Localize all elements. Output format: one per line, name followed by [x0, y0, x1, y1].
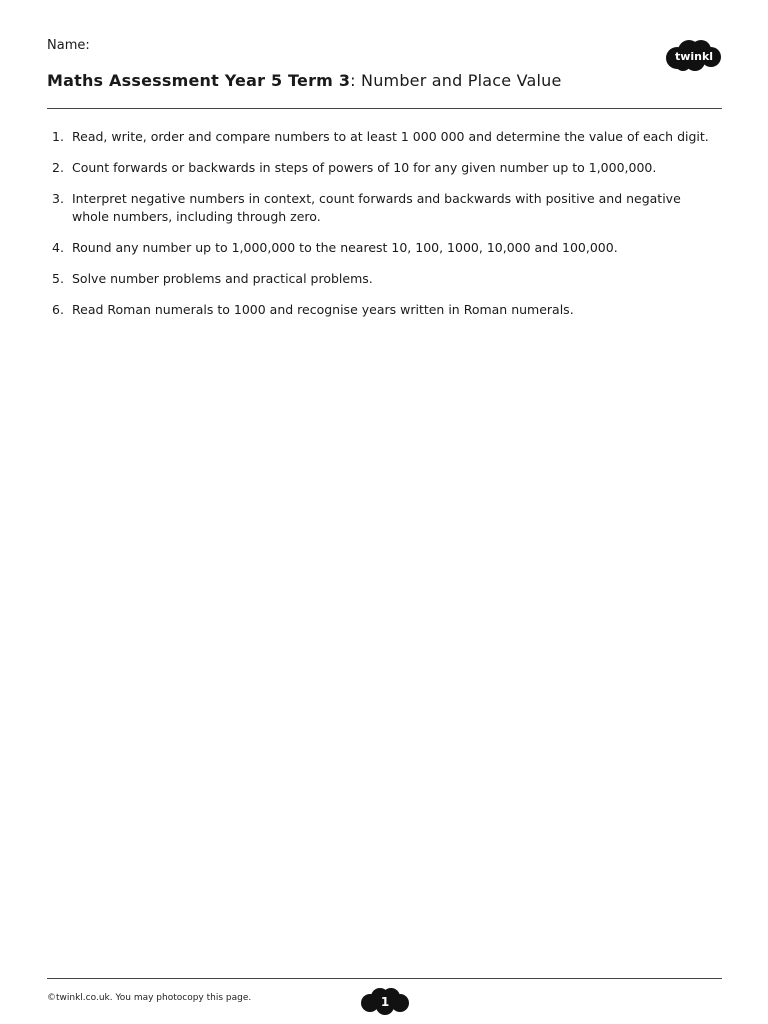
list-item: [47, 190, 719, 226]
twinkl-logo: [663, 38, 723, 72]
item-number: 6.: [52, 302, 64, 317]
page-number-badge: [358, 986, 412, 1016]
list-item: [47, 270, 719, 288]
item-number: 5.: [52, 271, 64, 286]
copyright-notice: ©twinkl.co.uk. You may photocopy this page.: [47, 993, 252, 1003]
list-item: [47, 239, 719, 257]
item-number: 1.: [52, 129, 64, 144]
list-item: [47, 301, 719, 319]
header-divider: [47, 108, 722, 109]
list-item: [47, 159, 719, 177]
item-text: Read Roman numerals to 1000 and recognise years written in Roman numerals.: [72, 302, 574, 317]
item-number: 2.: [52, 160, 64, 175]
item-text: Count forwards or backwards in steps of powers of 10 for any given number up to 1,000,000.: [72, 160, 657, 175]
item-text: Round any number up to 1,000,000 to the nearest 10, 100, 1000, 10,000 and 100,000.: [72, 240, 618, 255]
item-number: 3.: [52, 191, 64, 206]
logo-text: twinkl: [674, 50, 714, 63]
objectives-list: [47, 128, 719, 332]
item-text: Interpret negative numbers in context, count forwards and backwards with positive and negative whole numbers, including through zero.: [72, 191, 681, 224]
item-text: Solve number problems and practical problems.: [72, 271, 373, 286]
item-text: Read, write, order and compare numbers to at least 1 000 000 and determine the value of each digit.: [72, 129, 709, 144]
page-title: [47, 71, 562, 90]
list-item: [47, 128, 719, 146]
name-field-label: Name:: [47, 38, 90, 53]
title-subtitle: : Number and Place Value: [350, 71, 562, 90]
item-number: 4.: [52, 240, 64, 255]
footer-divider: [47, 978, 722, 979]
title-main: Maths Assessment Year 5 Term 3: [47, 71, 351, 90]
page-number: 1: [380, 995, 390, 1009]
